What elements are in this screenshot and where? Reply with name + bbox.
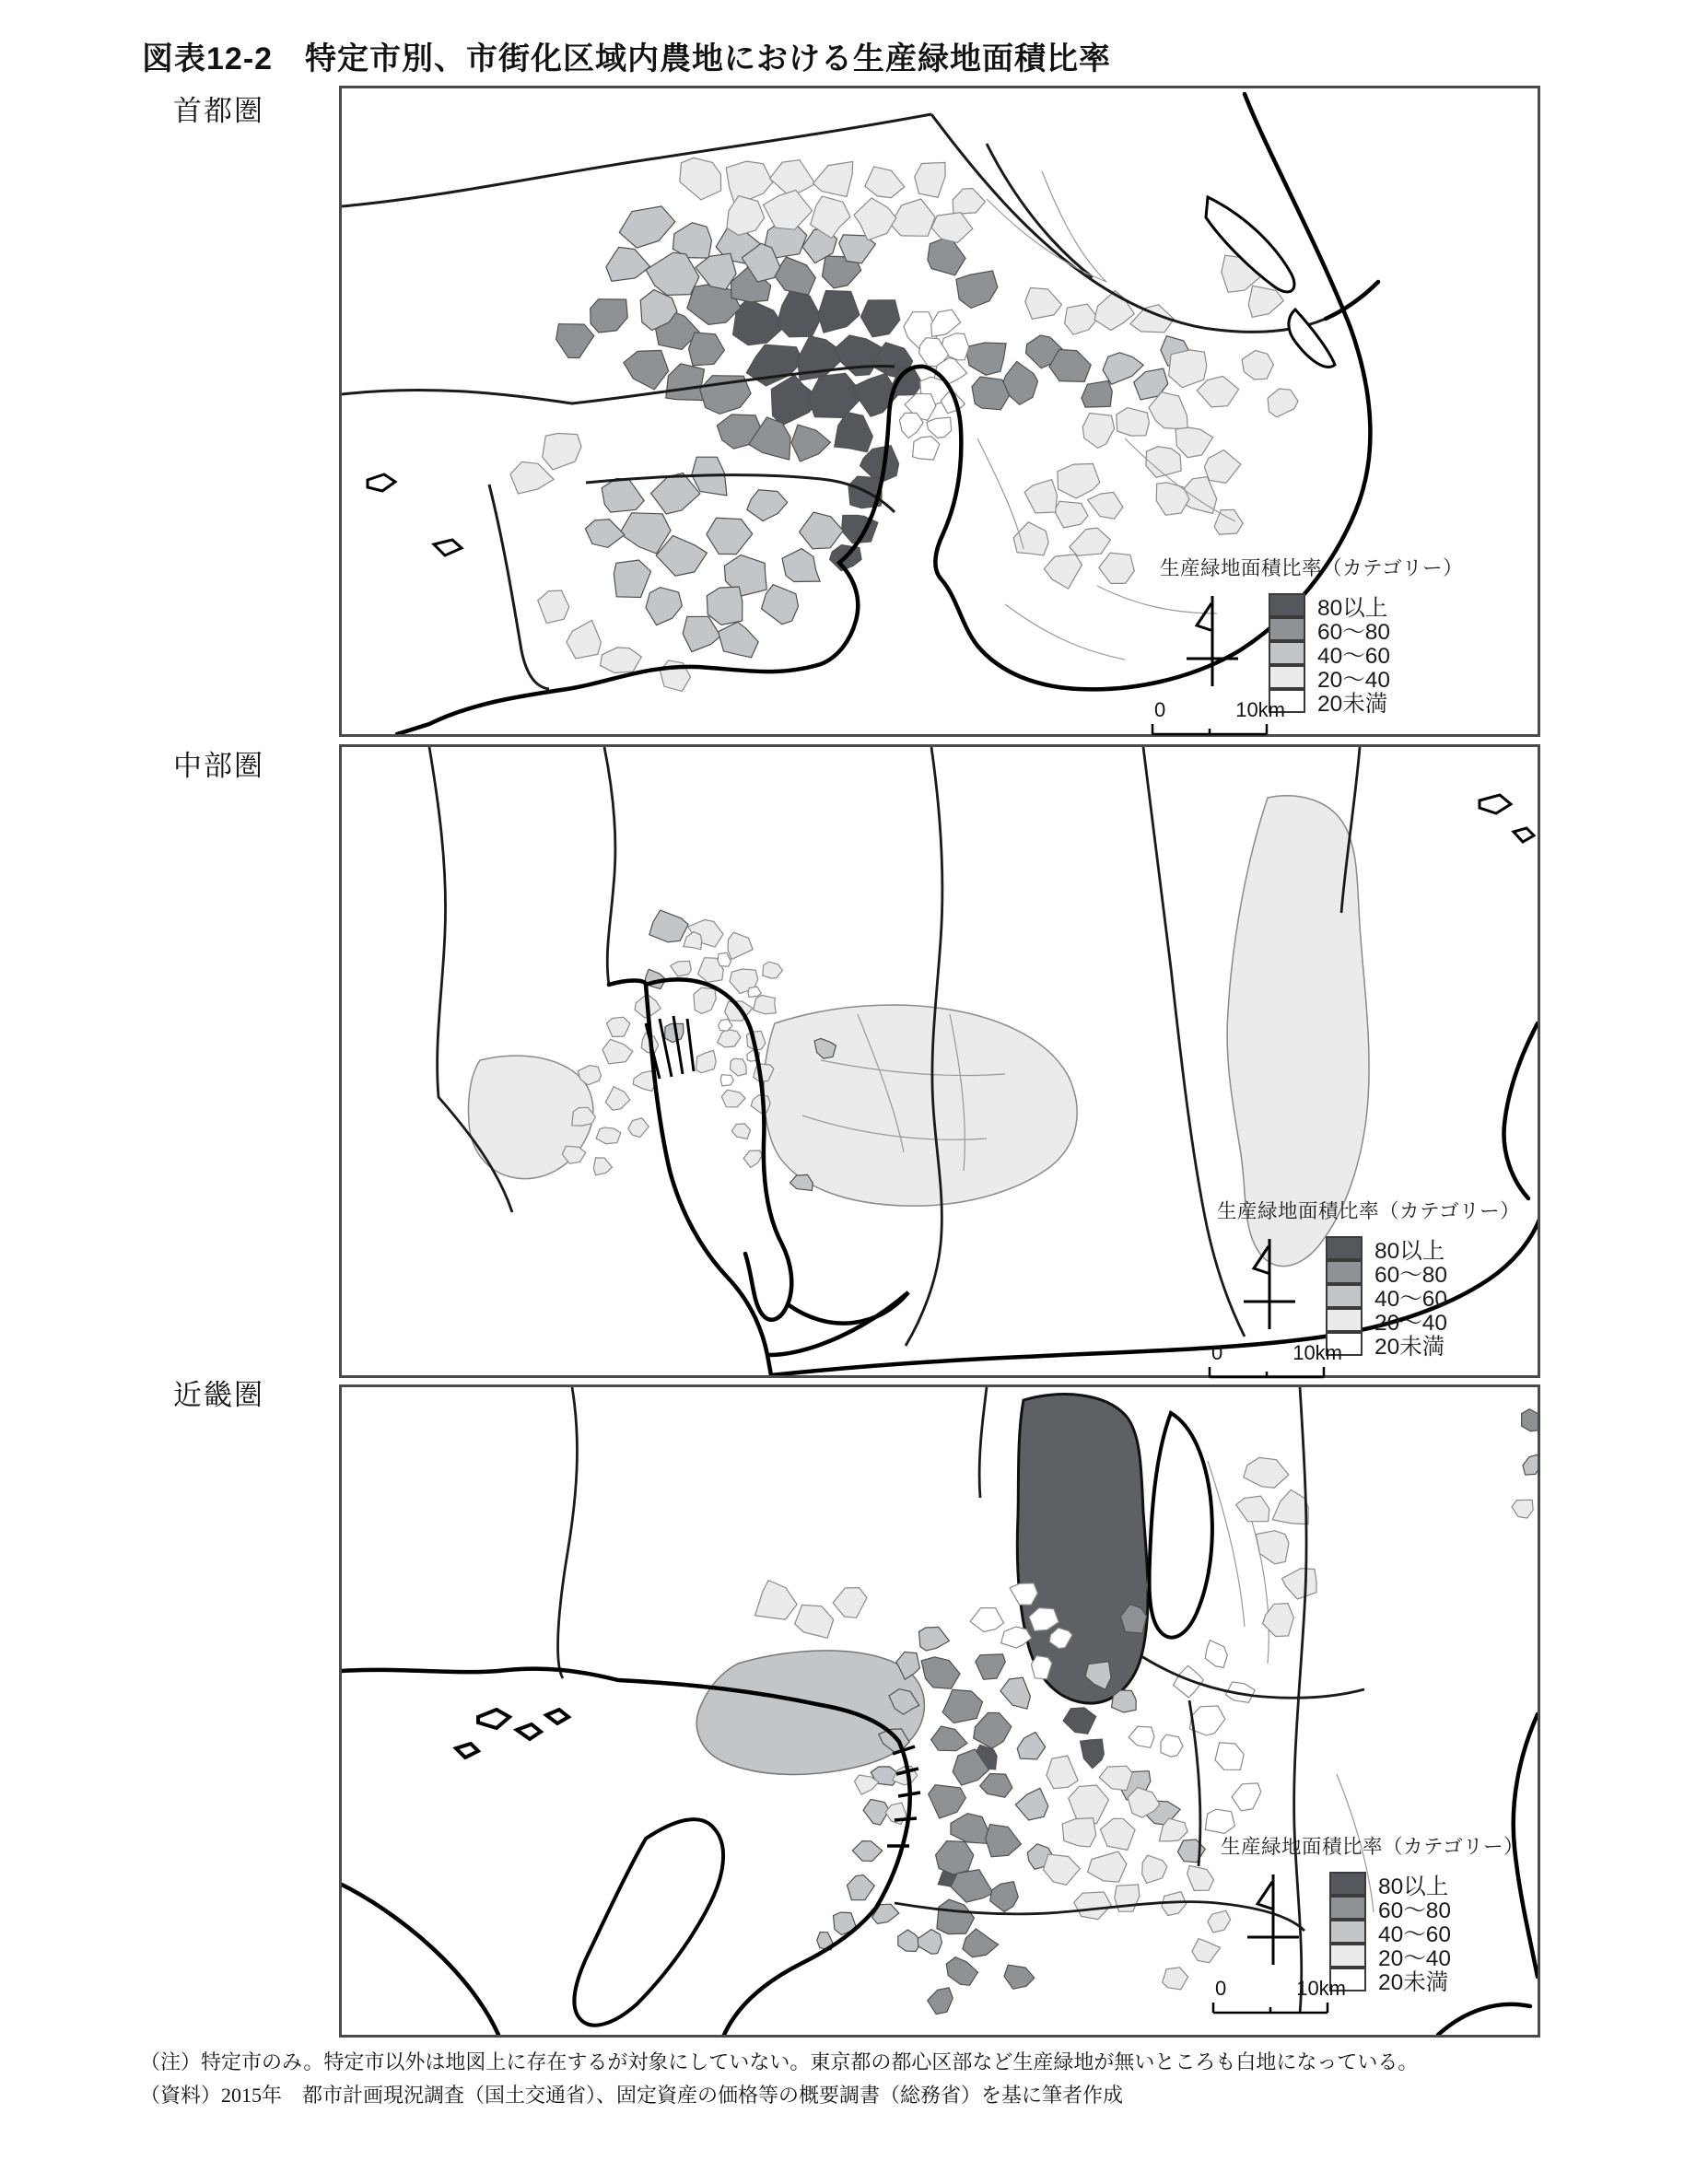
map-panel-chubuken (339, 744, 1540, 1378)
legend-title: 生産緑地面積比率（カテゴリー） (1221, 1836, 1525, 1858)
municipality-cell (1063, 1708, 1096, 1734)
scale-bar-line (1210, 2001, 1348, 2015)
municipality-cell (1082, 380, 1112, 407)
municipality-cell (694, 987, 716, 1013)
municipality-cell (1232, 1783, 1261, 1811)
municipality-cell (602, 1039, 633, 1064)
municipality-cell (1013, 522, 1048, 555)
legend-category-label: 20未満 (1374, 1334, 1445, 1360)
municipality-cell (913, 437, 940, 460)
municipality-cell (951, 1814, 988, 1844)
municipality-cell (651, 473, 700, 514)
municipality-cell (1169, 350, 1207, 388)
municipality-cell (696, 253, 736, 289)
municipality-cell (646, 252, 699, 295)
scale-zero: 0 (1154, 698, 1166, 721)
legend-swatch (1329, 1896, 1366, 1920)
municipality-cell (720, 1075, 733, 1086)
municipality-cell (1010, 1583, 1037, 1605)
legend-swatch (1329, 1872, 1366, 1896)
legend-category-label: 60～80 (1374, 1262, 1448, 1288)
map-panel-kinkiken (339, 1384, 1540, 2038)
municipality-cell (852, 1841, 882, 1862)
municipality-cell (731, 1124, 750, 1139)
municipality-cell (538, 590, 569, 624)
municipality-cell (1099, 1766, 1132, 1791)
source-line: （資料）2015年 都市計画現況調査（国土交通省）、固定資産の価格等の概要調書（総務省）を基に筆者作成 (140, 2084, 1124, 2107)
municipality-cell (800, 512, 844, 549)
municipality-cell (1088, 1851, 1127, 1882)
municipality-cell (1214, 509, 1243, 534)
islands (1480, 795, 1534, 842)
municipality-cell (899, 413, 923, 438)
municipality-cell (689, 333, 725, 366)
figure-title: 図表12-2 特定市別、市街化区域内農地における生産緑地面積比率 (142, 41, 1112, 76)
legend-swatch (1269, 593, 1305, 617)
municipality-cell (813, 161, 853, 196)
municipality-cell (1074, 1892, 1112, 1920)
municipality-cell (775, 257, 816, 295)
municipality-cell (951, 1870, 993, 1902)
kobe-region (696, 1651, 924, 1775)
municipality-cell (718, 952, 731, 966)
legend-category-label: 80以上 (1317, 595, 1388, 621)
municipality-cell (1082, 414, 1114, 449)
municipality-cell (1088, 492, 1123, 519)
municipality-cell (953, 189, 985, 215)
map-legend (1154, 553, 1464, 721)
map-legend (1215, 1831, 1525, 2000)
municipality-cell (751, 1095, 770, 1114)
municipality-cell (1047, 1756, 1078, 1789)
municipality-cell (980, 1774, 1012, 1798)
municipality-cell (956, 271, 998, 309)
legend-swatch (1326, 1308, 1363, 1332)
lake-biwa (1149, 1413, 1211, 1638)
legend-category-label: 60～80 (1378, 1898, 1452, 1923)
municipality-cell (1146, 447, 1181, 478)
legend-category-label: 40～60 (1378, 1921, 1452, 1947)
municipality-cell (628, 1118, 649, 1138)
municipality-cell (931, 1726, 967, 1751)
scale-bar (1210, 1977, 1348, 2015)
municipality-cell (1512, 1500, 1533, 1518)
municipality-cell (671, 961, 692, 976)
municipality-cell (778, 291, 822, 337)
municipality-cell (928, 1988, 953, 2015)
scale-bar-line (1149, 722, 1287, 737)
legend-category-label: 20～40 (1378, 1945, 1452, 1971)
region-label-chubuken: 中部圏 (173, 750, 264, 782)
municipality-cell (601, 648, 642, 673)
legend-category-label: 20～40 (1317, 667, 1391, 693)
municipality-cell (707, 518, 753, 554)
scale-bar-line (1206, 1365, 1344, 1380)
municipality-cell (1176, 427, 1213, 458)
municipality-cell (1192, 1939, 1221, 1963)
legend-category-label: 60～80 (1317, 619, 1391, 645)
municipality-cell (649, 910, 688, 942)
municipality-cell (1205, 1809, 1234, 1833)
municipality-cell (795, 1605, 834, 1638)
municipality-cell (1244, 1457, 1289, 1488)
municipality-cell (931, 213, 973, 243)
municipality-cell (919, 1627, 950, 1651)
scale-distance: 10km (1235, 698, 1285, 721)
legend-category-label: 20未満 (1317, 691, 1388, 717)
municipality-cell (606, 247, 650, 281)
municipality-cell (1282, 1569, 1316, 1599)
municipality-cell (931, 309, 961, 336)
municipality-cell (937, 1899, 975, 1934)
scale-bar (1206, 1341, 1344, 1380)
municipality-cell (619, 206, 675, 248)
municipality-cell (556, 324, 594, 358)
map-legend (1211, 1196, 1521, 1364)
municipality-cell (728, 932, 753, 959)
legend-category-label: 80以上 (1378, 1874, 1449, 1899)
municipality-cell (1142, 1855, 1167, 1883)
municipality-cell (1004, 1965, 1035, 1989)
scale-distance: 10km (1292, 1341, 1342, 1364)
municipality-cell (1187, 1865, 1214, 1890)
municipality-cell (624, 350, 669, 390)
note-line: （注）特定市のみ。特定市以外は地図上に存在するが対象にしていない。東京都の都心区部など生産緑地が無いところも白地になっている。 (140, 2050, 1419, 2073)
municipality-cell (1522, 1409, 1538, 1431)
municipality-cell (1000, 1677, 1030, 1709)
municipality-cell (614, 560, 650, 598)
legend-rows (1326, 1237, 1448, 1360)
municipality-cell (1025, 287, 1062, 319)
legend-swatch (1269, 665, 1305, 689)
scale-bar (1149, 698, 1287, 737)
municipality-cell (591, 299, 628, 333)
region-label-kinkiken: 近畿圏 (173, 1379, 264, 1411)
municipality-cell (976, 1654, 1006, 1679)
municipality-cell (990, 1882, 1019, 1912)
legend-title: 生産緑地面積比率（カテゴリー） (1160, 557, 1464, 579)
municipality-cell (965, 343, 1006, 375)
municipality-cell (763, 962, 783, 978)
municipality-cell (684, 932, 702, 950)
municipality-cell (1062, 1818, 1096, 1847)
municipality-cell (1081, 1739, 1105, 1769)
legend-rows (1329, 1873, 1452, 1995)
municipality-cell (1054, 501, 1088, 528)
municipality-cell (1099, 553, 1135, 583)
municipality-cell (1024, 480, 1057, 513)
municipality-cell (666, 364, 706, 401)
legend-category-label: 20未満 (1378, 1969, 1449, 1995)
municipality-cell (1523, 1454, 1538, 1475)
municipality-cell (606, 1017, 630, 1036)
municipality-cell (754, 995, 777, 1013)
municipality-cell (719, 622, 759, 658)
municipality-cell (510, 461, 554, 494)
municipality-cell (605, 1087, 630, 1110)
municipality-cell (696, 1050, 717, 1072)
municipality-cell (1272, 1489, 1308, 1524)
municipality-cell (1044, 1854, 1081, 1885)
municipality-cell (860, 300, 899, 337)
municipality-cell (1070, 528, 1111, 555)
municipality-cell (596, 1127, 621, 1144)
municipality-cell (921, 1657, 960, 1688)
municipality-cell (818, 291, 860, 333)
municipality-cell (585, 520, 625, 548)
municipality-cell (1236, 1496, 1269, 1522)
legend-category-label: 40～60 (1374, 1286, 1448, 1312)
municipality-cell (1065, 304, 1098, 334)
municipality-cell (1149, 392, 1187, 429)
municipality-cell (986, 1825, 1022, 1857)
legend-swatch (1329, 1944, 1366, 1968)
municipality-cell (963, 1929, 999, 1957)
municipality-cell (1197, 376, 1238, 407)
municipality-cell (1129, 1726, 1154, 1747)
municipality-cell (1058, 464, 1100, 498)
municipality-cell (1015, 1788, 1048, 1820)
municipality-cell (1044, 555, 1082, 589)
municipality-cell (602, 479, 644, 513)
municipality-cell (927, 417, 952, 438)
municipality-cell (1204, 450, 1241, 484)
region-label-shutoken: 首都圏 (173, 95, 264, 127)
municipality-cell (854, 198, 896, 240)
municipality-cell (1100, 1818, 1135, 1850)
municipality-cell (747, 490, 788, 521)
municipality-cell (646, 588, 682, 625)
municipality-cell (918, 1930, 942, 1955)
municipality-cell (1205, 1641, 1227, 1668)
municipality-cell (865, 167, 905, 198)
municipality-cell (1163, 1968, 1188, 1990)
legend-swatch (1269, 641, 1305, 665)
legend-category-label: 80以上 (1374, 1238, 1445, 1264)
municipality-cell (543, 433, 581, 470)
legend-swatch (1326, 1236, 1363, 1260)
municipality-cell (936, 1841, 974, 1875)
municipality-cell (782, 549, 820, 582)
legend-rows (1269, 594, 1391, 717)
municipality-cell (727, 196, 765, 236)
municipality-cell (593, 1158, 612, 1175)
map-panel-shutoken (339, 86, 1540, 737)
awaji-island (574, 1819, 723, 2026)
legend-swatch (1329, 1920, 1366, 1944)
municipality-cell (946, 1957, 977, 1986)
municipality-cell (1242, 351, 1273, 380)
municipality-cell (891, 199, 936, 236)
municipality-cell (731, 1058, 747, 1076)
municipality-cell (835, 413, 873, 452)
legend-swatch (1326, 1284, 1363, 1308)
municipality-cell (1094, 291, 1134, 331)
legend-category-label: 40～60 (1317, 643, 1391, 669)
municipality-cell (762, 585, 799, 625)
municipality-cell (833, 1588, 867, 1618)
scale-zero: 0 (1211, 1341, 1223, 1364)
municipality-cell (1117, 408, 1150, 437)
municipality-cell (928, 236, 965, 275)
municipality-cell (1174, 1665, 1204, 1698)
municipality-cell (718, 1029, 741, 1047)
municipality-cell (683, 616, 720, 651)
municipality-cell (770, 160, 815, 193)
municipality-cell (764, 190, 813, 229)
municipality-cell (567, 620, 602, 659)
legend-title: 生産緑地面積比率（カテゴリー） (1217, 1200, 1521, 1222)
municipality-cell (755, 1581, 798, 1620)
municipality-cell (707, 587, 743, 625)
municipality-cell (915, 162, 945, 197)
municipality-cell (721, 1090, 745, 1107)
municipality-cell (1215, 1743, 1244, 1770)
municipality-cell (733, 298, 784, 345)
municipality-cell (1112, 1690, 1137, 1712)
municipality-cell (680, 158, 721, 200)
municipality-cell (848, 1875, 875, 1900)
municipality-cell (748, 987, 761, 997)
municipality-cell (942, 1689, 982, 1723)
legend-swatch (1326, 1260, 1363, 1284)
legend-category-label: 20～40 (1374, 1310, 1448, 1336)
municipality-cell (791, 425, 830, 461)
municipality-cell (929, 1785, 966, 1818)
municipality-cell (1017, 1733, 1046, 1759)
municipality-cell (743, 1150, 762, 1168)
scale-zero: 0 (1215, 1977, 1227, 2000)
scale-distance: 10km (1296, 1977, 1346, 2000)
municipality-cell (970, 1608, 1004, 1632)
municipality-cell (790, 1174, 813, 1190)
municipality-cell (974, 1712, 1012, 1748)
legend-swatch (1269, 617, 1305, 641)
municipality-cell (1268, 389, 1298, 417)
municipality-cell (1161, 1734, 1183, 1757)
